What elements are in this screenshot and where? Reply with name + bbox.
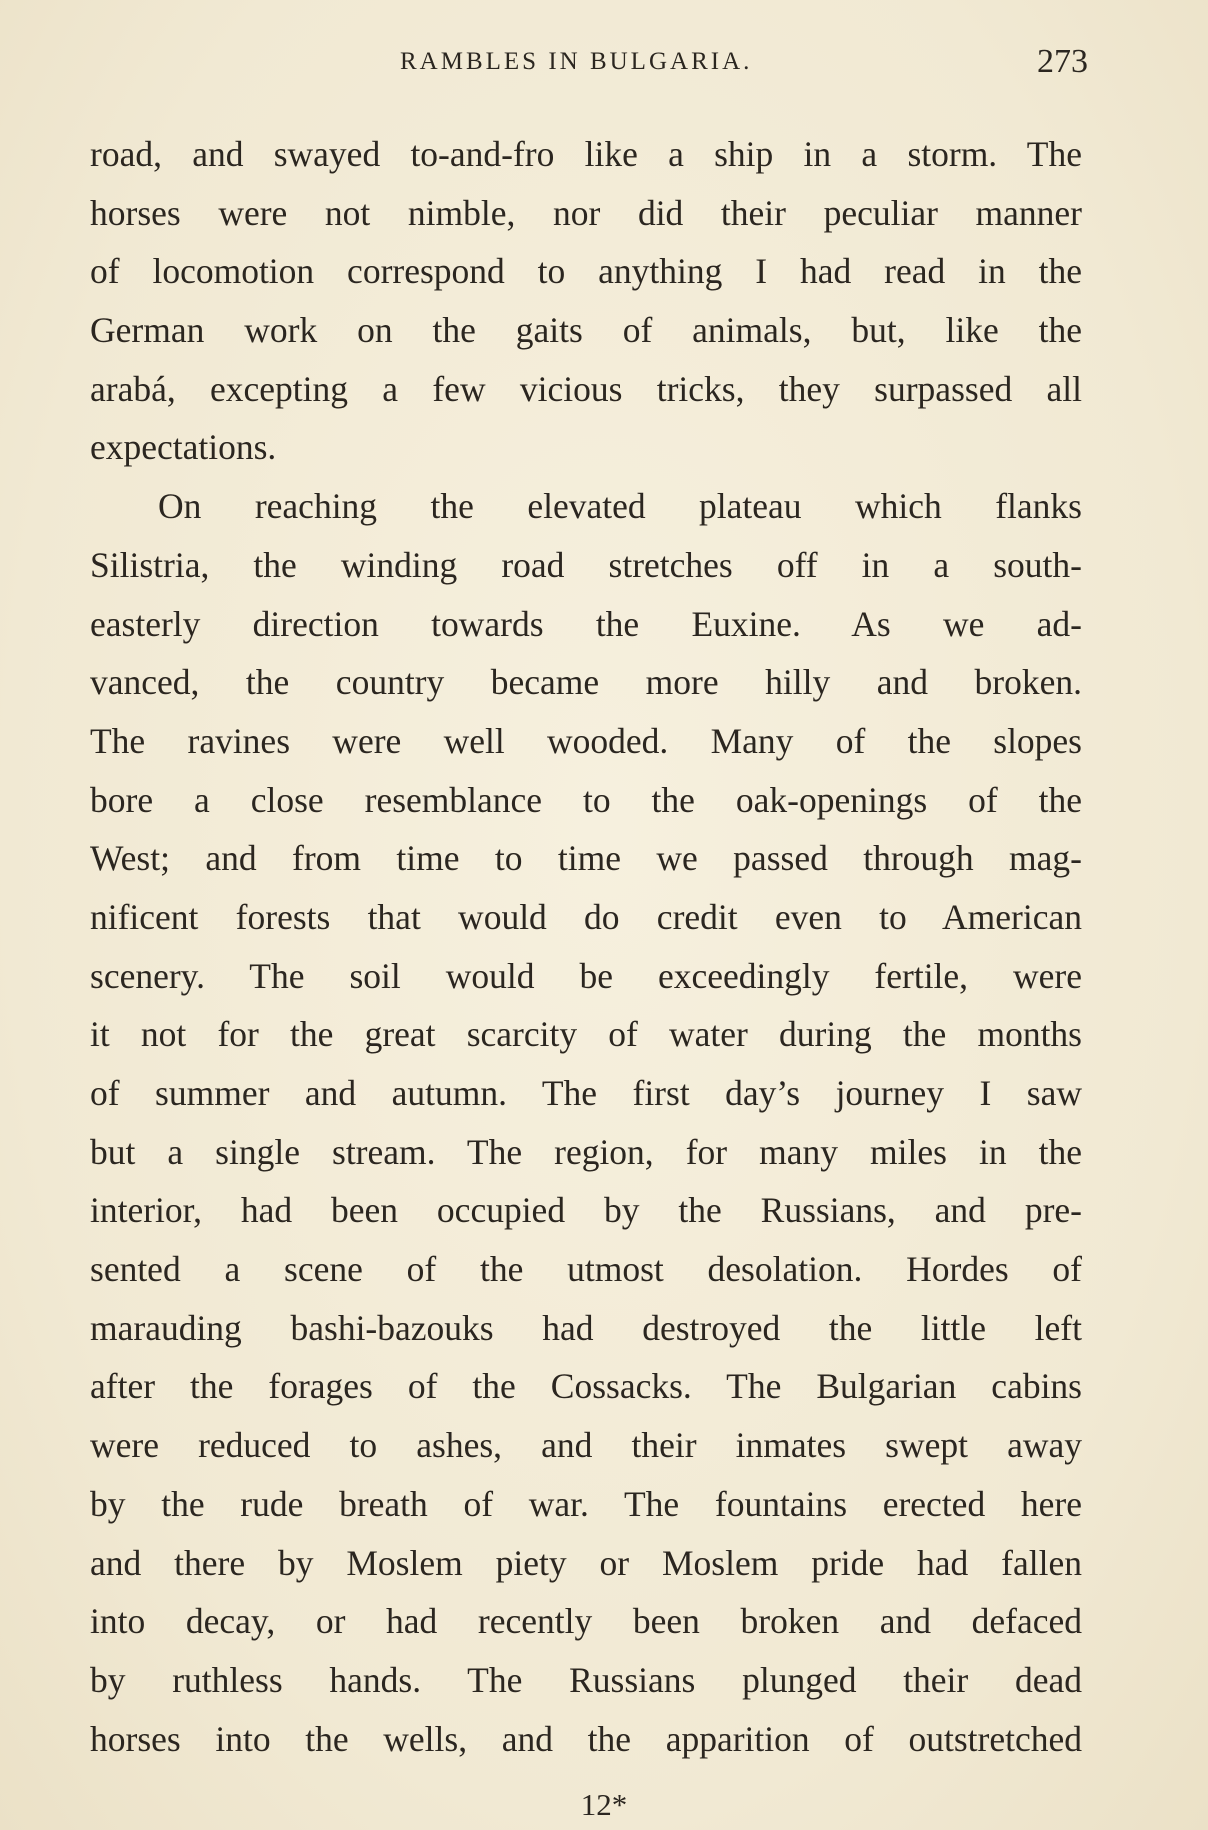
text-line: into decay, or had recently been broken and defaced <box>90 1601 1082 1642</box>
text-line: and there by Moslem piety or Moslem pride had fallen <box>90 1542 1082 1583</box>
paragraph-start-line: On reaching the elevated plateau which flanks <box>158 486 1082 527</box>
page-number: 273 <box>1037 43 1088 80</box>
text-line: scenery. The soil would be exceedingly fertile, were <box>90 955 1082 996</box>
text-line: bore a close resemblance to the oak-openings of the <box>90 779 1082 820</box>
text-line: horses were not nimble, nor did their peculiar manner <box>90 192 1082 233</box>
running-head <box>0 42 1208 82</box>
running-title: RAMBLES IN BULGARIA. <box>400 48 753 75</box>
text-line: marauding bashi-bazouks had destroyed the little left <box>90 1307 1082 1348</box>
text-line: it not for the great scarcity of water during the months <box>90 1014 1082 1055</box>
text-line: The ravines were well wooded. Many of the slopes <box>90 720 1082 761</box>
text-line: expectations. <box>90 427 277 468</box>
text-line: arabá, excepting a few vicious tricks, they surpassed all <box>90 368 1082 409</box>
text-line: interior, had been occupied by the Russians, and pre- <box>90 1190 1082 1231</box>
text-line: West; and from time to time we passed through mag- <box>90 838 1082 879</box>
text-line: Silistria, the winding road stretches off in a south- <box>90 544 1082 585</box>
text-line: but a single stream. The region, for many miles in the <box>90 1131 1082 1172</box>
text-line: after the forages of the Cossacks. The Bulgarian cabins <box>90 1366 1082 1407</box>
text-line: road, and swayed to-and-fro like a ship in a storm. The <box>90 134 1082 174</box>
text-line: of summer and autumn. The first day’s journey I saw <box>90 1073 1082 1113</box>
text-line: easterly direction towards the Euxine. As we ad- <box>90 603 1082 644</box>
signature-mark: 12* <box>580 1787 628 1822</box>
text-line: horses into the wells, and the apparition of outstretched <box>90 1718 1082 1759</box>
text-line: by ruthless hands. The Russians plunged their dead <box>90 1659 1082 1700</box>
text-line: of locomotion correspond to anything I had read in the <box>90 251 1082 292</box>
text-line: nificent forests that would do credit even to American <box>90 896 1082 937</box>
text-line: German work on the gaits of animals, but, like the <box>90 310 1082 351</box>
body-text <box>90 125 1082 1768</box>
text-line: vanced, the country became more hilly and broken. <box>90 662 1082 703</box>
text-line: sented a scene of the utmost desolation. Hordes of <box>90 1249 1082 1290</box>
text-line: by the rude breath of war. The fountains erected here <box>90 1483 1082 1524</box>
text-line: were reduced to ashes, and their inmates swept away <box>90 1425 1082 1466</box>
